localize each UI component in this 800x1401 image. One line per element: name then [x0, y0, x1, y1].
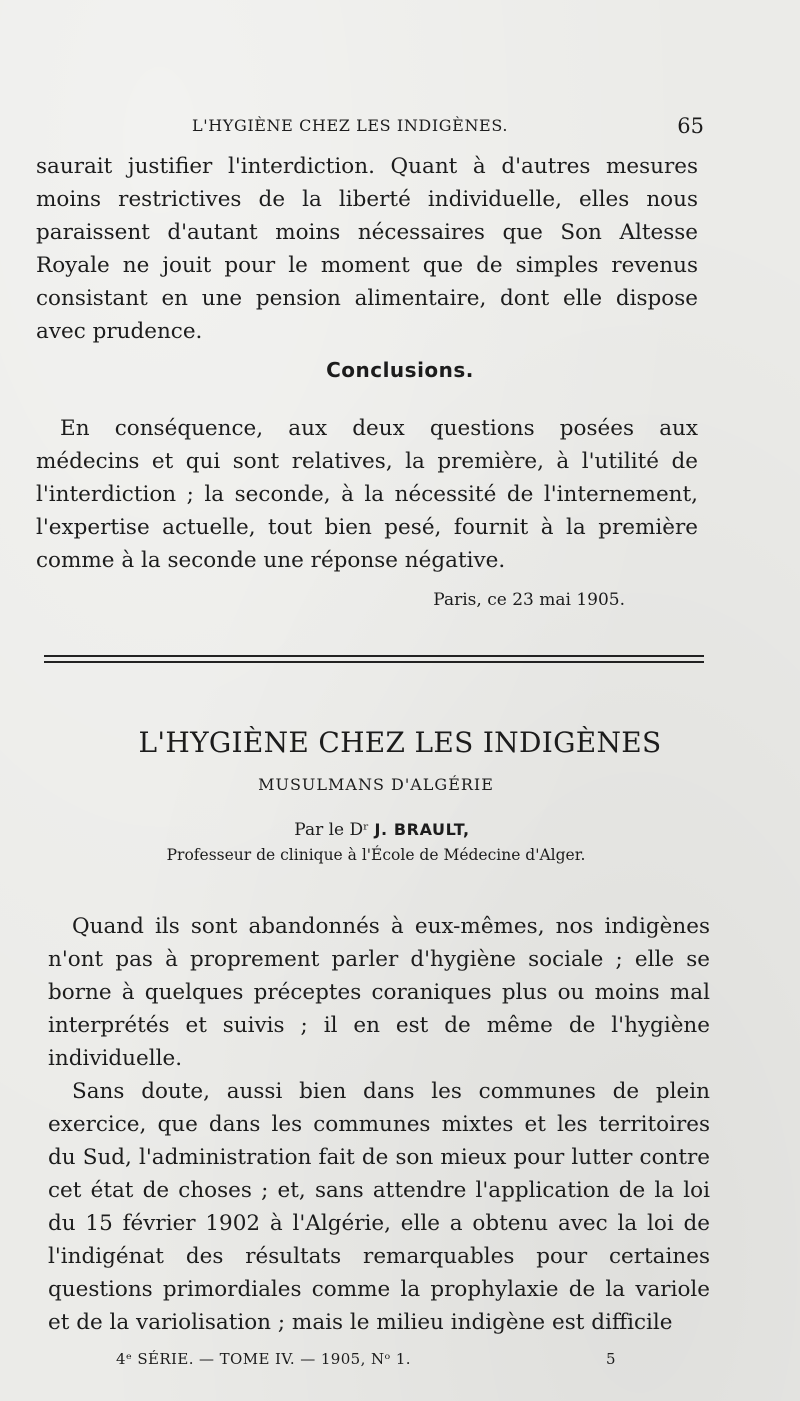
conclusions-paragraph: En conséquence, aux deux questions posées aux médecins et qui sont relatives, la première, à l'utilité de l'interdiction ; la seconde, à la nécessité de l'internement, l'expertise actuelle, tout bien pesé, fournit à la première comme à la seconde une réponse négative. [36, 416, 698, 573]
series-info: 4ᵉ SÉRIE. — TOME IV. — 1905, Nᵒ 1. [116, 1350, 411, 1368]
conclusions-text [36, 412, 698, 577]
article-title: L'HYGIÈNE CHEZ LES INDIGÈNES [138, 726, 662, 759]
double-rule-bottom [44, 661, 704, 663]
article-body [48, 910, 710, 1339]
signature-mark: 5 [606, 1350, 616, 1368]
page-number: 65 [677, 114, 704, 138]
conclusions-heading: Conclusions. [326, 358, 474, 382]
continuation-paragraph: saurait justifier l'interdiction. Quant à d'autres mesures moins restrictives de la liberté individuelle, elles nous paraissent d'autant moins nécessaires que Son Altesse Royale ne jouit pour le moment que de simples revenus consistant en une pension alimentaire, dont elle dispose avec prudence. [36, 154, 698, 344]
author-affiliation: Professeur de clinique à l'École de Médecine d'Alger. [166, 846, 586, 864]
page-footer [0, 1350, 800, 1376]
article-paragraph: Sans doute, aussi bien dans les communes de plein exercice, que dans les communes mixtes et les territoires du Sud, l'administration fait de son mieux pour lutter contre cet état de choses ; et, sans attendre l'application de la loi du 15 février 1902 à l'Algérie, elle a obtenu avec la loi de l'indigénat des résultats remarquables pour certaines questions primordiales comme la prophylaxie de la variole et de la variolisation ; mais le milieu indigène est difficile [48, 1079, 710, 1335]
article-paragraph: Quand ils sont abandonnés à eux-mêmes, nos indigènes n'ont pas à proprement parler d'hygiène sociale ; elle se borne à quelques préceptes coraniques plus ou moins mal interprétés et suivis ; il en est de même de l'hygiène individuelle. [48, 914, 710, 1071]
place-date: Paris, ce 23 mai 1905. [433, 590, 625, 610]
running-head [0, 116, 800, 140]
running-title: L'HYGIÈNE CHEZ LES INDIGÈNES. [192, 116, 509, 135]
byline-prefix: Par le Dʳ [294, 820, 370, 840]
author-name: J. BRAULT, [374, 820, 470, 839]
double-rule-top [44, 655, 704, 657]
byline [0, 820, 764, 840]
article-subtitle: MUSULMANS D'ALGÉRIE [258, 775, 494, 794]
continuation-text [36, 150, 698, 348]
